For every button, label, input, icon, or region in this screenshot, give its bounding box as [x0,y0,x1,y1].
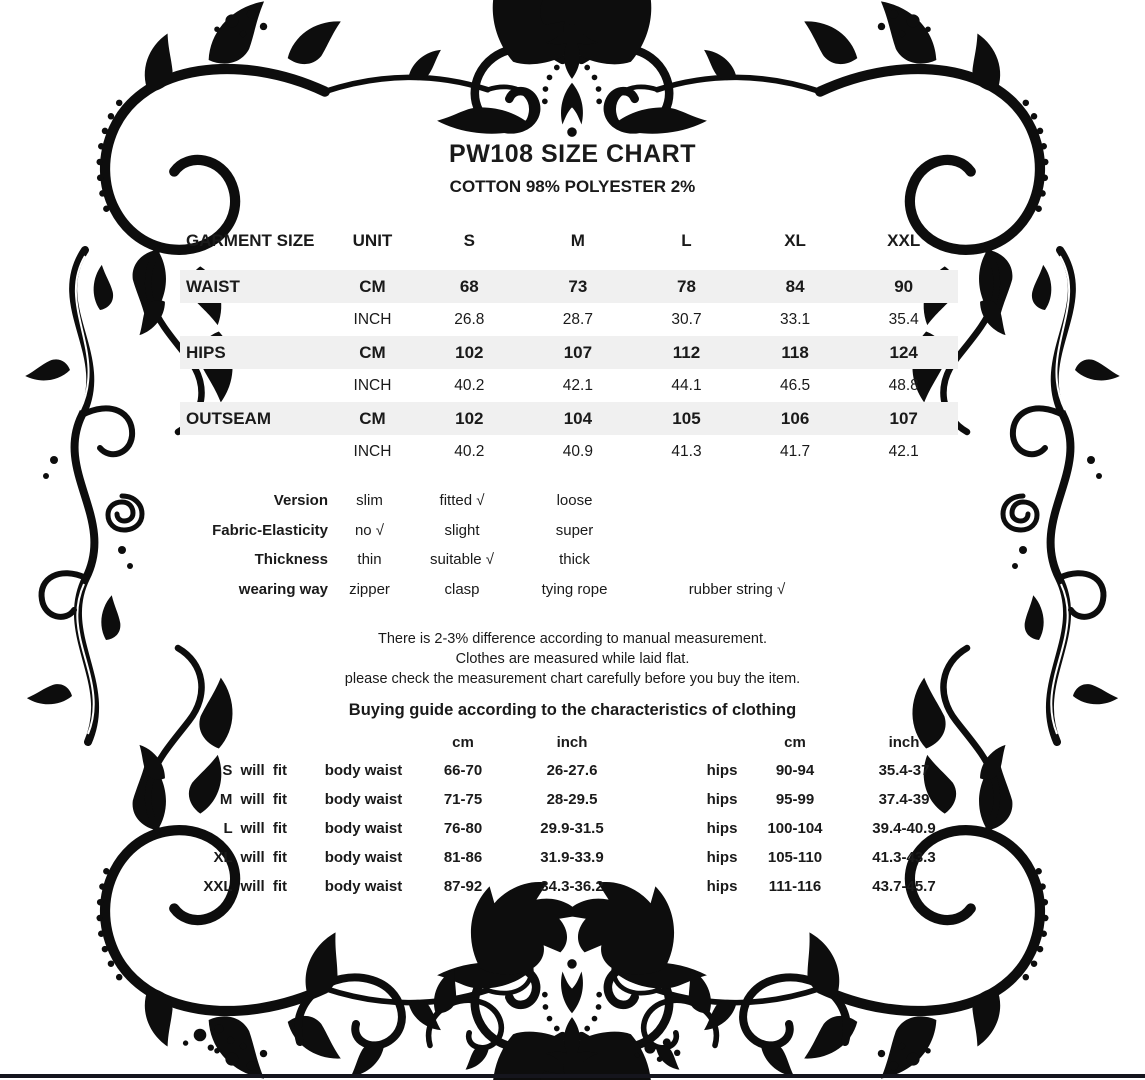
attribute-option: slim [356,492,383,510]
hips-label: hips [706,762,738,779]
body-part-label: body waist [324,849,403,866]
hips-inch-range: 35.4-37 [878,762,930,779]
attribute-option: tying rope [541,580,608,598]
column-header-inch: inch [556,733,588,751]
attribute-row-fabric-elasticity [180,516,842,546]
size-fit-label: L will fit [223,820,287,837]
column-header-cm: cm [784,733,806,751]
attribute-option: rubber string √ [688,580,786,598]
buying-guide-table [185,728,980,901]
attribute-label: wearing way [238,580,328,598]
hips-label: hips [706,849,738,866]
body-part-label: body waist [324,820,403,837]
hips-inch-range: 39.4-40.9 [872,820,936,837]
body-part-label: body waist [324,791,403,808]
row-label: WAIST [186,276,240,296]
waist-inch-range: 26-27.6 [546,762,598,779]
value-cell: 106 [780,408,810,428]
buying-guide-row [185,756,980,785]
attribute-row-wearing-way [180,575,842,605]
hips-inch-range: 43.7-45.7 [872,878,936,895]
waist-cm-range: 76-80 [443,820,483,837]
unit-cell: INCH [353,376,392,394]
attribute-label: Version [273,492,328,510]
unit-cell: CM [359,276,386,296]
waist-inch-range: 29.9-31.5 [540,820,604,837]
size-chart-header [180,224,958,258]
hips-inch-range: 41.3-43.3 [872,849,936,866]
value-cell: 90 [894,276,914,296]
column-header-unit: UNIT [352,231,393,250]
product-attributes [180,486,842,604]
attribute-row-thickness [180,545,842,575]
value-cell: 40.2 [454,376,485,394]
hips-cm-range: 111-116 [768,878,822,895]
size-fit-label: XL will fit [213,849,287,866]
attribute-option: clasp [444,580,480,598]
hips-cm-range: 105-110 [767,849,823,866]
value-cell: 102 [455,408,484,428]
attribute-option: suitable √ [429,551,495,569]
value-cell: 107 [563,342,593,362]
attribute-option: slight [444,521,480,539]
note-line: There is 2-3% difference according to manual measurement. [377,631,767,647]
value-cell: 84 [785,276,805,296]
hips-cm-range: 95-99 [775,791,815,808]
hips-cm-range: 100-104 [767,820,823,837]
attribute-row-version [180,486,842,516]
column-header-inch: inch [888,733,920,751]
unit-cell: CM [359,342,386,362]
attribute-label: Fabric-Elasticity [212,521,328,539]
value-cell: 78 [677,276,696,296]
value-cell: 41.7 [780,442,811,460]
column-header-m: M [570,231,585,250]
attribute-option: fitted √ [439,492,485,510]
buying-guide-row [185,785,980,814]
table-row [180,402,958,435]
column-header-xxl: XXL [887,231,921,250]
value-cell: 40.2 [454,442,485,460]
buying-guide-row [185,872,980,901]
hips-label: hips [706,878,738,895]
row-label: OUTSEAM [186,408,271,428]
value-cell: 26.8 [454,310,485,328]
attribute-option: super [555,521,594,539]
value-cell: 73 [568,276,588,296]
body-part-label: body waist [324,878,403,895]
column-header-s: S [463,231,475,250]
value-cell: 42.1 [562,376,593,394]
value-cell: 30.7 [671,310,702,328]
unit-cell: CM [359,408,386,428]
buying-guide-row [185,843,980,872]
page-title: PW108 SIZE CHART [449,140,696,168]
unit-cell: INCH [353,310,392,328]
waist-inch-range: 34.3-36.2 [540,878,604,895]
hips-label: hips [706,791,738,808]
body-part-label: body waist [324,762,403,779]
waist-cm-range: 66-70 [443,762,483,779]
size-chart-table [180,224,958,468]
size-fit-label: M will fit [219,791,287,808]
bottom-border-line [0,1074,1145,1078]
size-fit-label: S will fit [222,762,287,779]
buying-guide-header [185,728,980,756]
note-line: please check the measurement chart carefully before you buy the item. [344,671,801,687]
attribute-option: no √ [354,521,385,539]
note-line: Clothes are measured while laid flat. [455,651,690,667]
measurement-notes [0,629,1145,689]
table-row [180,270,958,303]
waist-cm-range: 81-86 [443,849,483,866]
attribute-label: Thickness [254,551,328,569]
buying-guide-title: Buying guide according to the characteristics of clothing [348,701,797,719]
attribute-option: thick [559,551,590,569]
hips-label: hips [706,820,738,837]
value-cell: 112 [672,342,701,362]
table-row [180,303,958,336]
unit-cell: INCH [353,442,392,460]
buying-guide-row [185,814,980,843]
attribute-option: zipper [349,580,390,598]
fabric-composition: COTTON 98% POLYESTER 2% [449,177,696,196]
column-header-garment-size: GARMENT SIZE [186,231,315,250]
value-cell: 124 [889,342,918,362]
column-header-cm: cm [452,733,474,751]
size-fit-label: XXL will fit [203,878,287,895]
column-header-l: L [681,231,692,250]
value-cell: 41.3 [671,442,702,460]
value-cell: 40.9 [562,442,593,460]
attribute-option: thin [357,551,382,569]
attribute-option: loose [556,492,593,510]
value-cell: 68 [459,276,479,296]
waist-inch-range: 28-29.5 [546,791,598,808]
waist-cm-range: 71-75 [443,791,483,808]
value-cell: 105 [672,408,701,428]
table-row [180,369,958,402]
table-row [180,336,958,369]
hips-cm-range: 90-94 [775,762,815,779]
value-cell: 107 [889,408,918,428]
value-cell: 46.5 [780,376,811,394]
size-chart-body [180,270,958,468]
hips-inch-range: 37.4-39 [878,791,930,808]
value-cell: 28.7 [562,310,593,328]
value-cell: 42.1 [888,442,919,460]
value-cell: 35.4 [888,310,919,328]
waist-cm-range: 87-92 [443,878,483,895]
value-cell: 102 [455,342,484,362]
table-row [180,435,958,468]
value-cell: 118 [781,342,809,362]
value-cell: 33.1 [780,310,811,328]
waist-inch-range: 31.9-33.9 [540,849,604,866]
value-cell: 48.8 [888,376,919,394]
column-header-xl: XL [784,231,806,250]
value-cell: 104 [563,408,593,428]
row-label: HIPS [186,342,226,362]
value-cell: 44.1 [671,376,702,394]
